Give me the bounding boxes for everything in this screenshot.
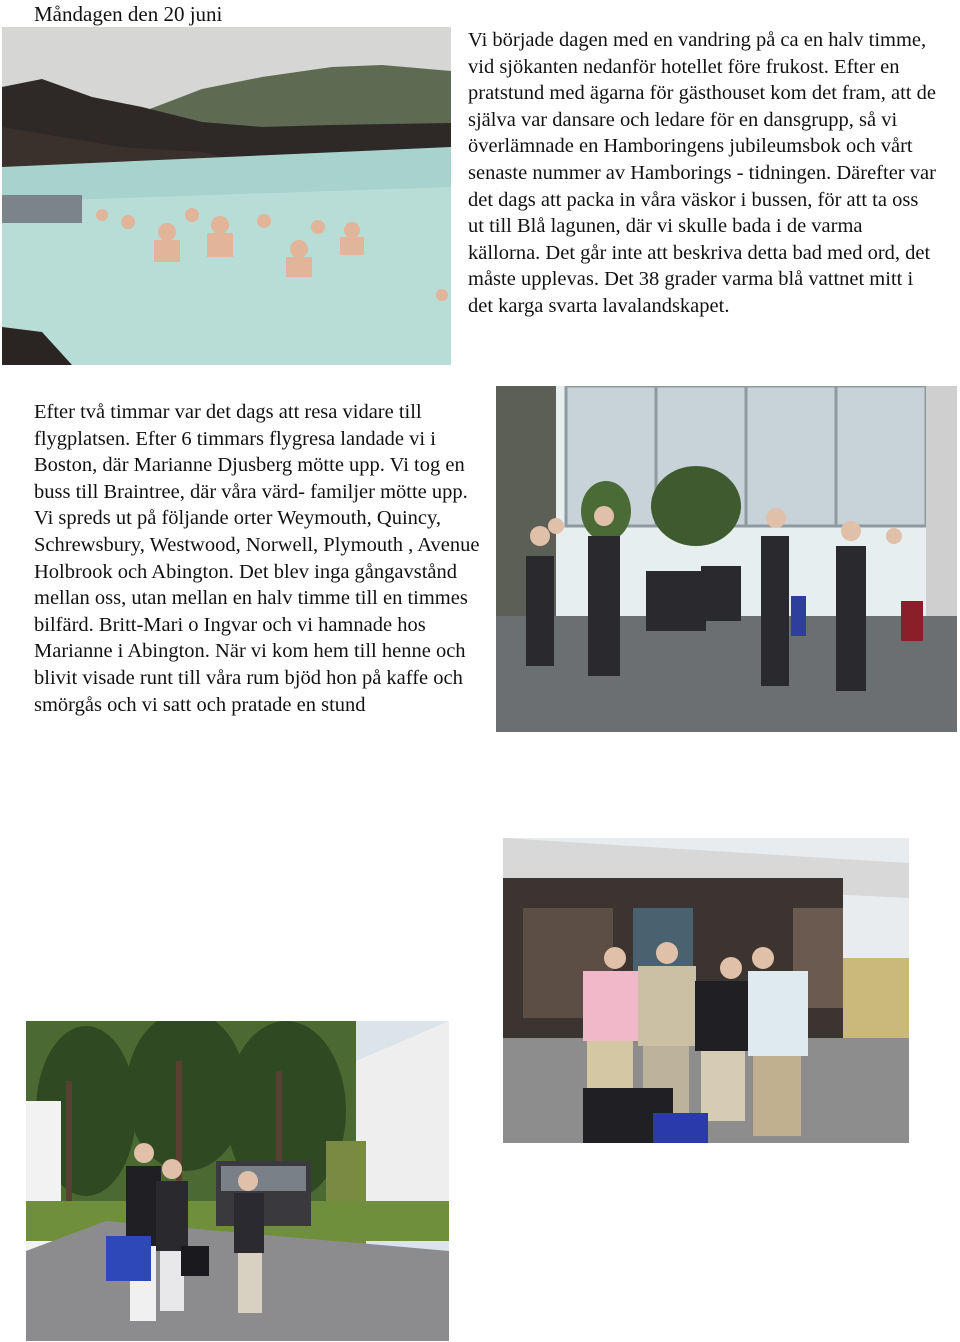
airport-group-photo	[496, 386, 957, 732]
driveway-photo	[26, 1021, 449, 1341]
airport-entrance-photo	[503, 838, 909, 1143]
page-heading: Måndagen den 20 juni	[34, 2, 223, 26]
paragraph-boston-arrival: Efter två timmar var det dags att resa vidare till flygplatsen. Efter 6 timmars flygresa landade vi i Boston, där Marianne Djusberg mötte upp. Vi tog en buss till Braintree, där våra värd- familjer mötte upp. Vi spreds ut på följande orter Weymouth, Quincy, Schrewsbury, Westwood, Norwell, Plymouth , Avenue Holbrook och Abington. Det blev inga gångavstånd mellan oss, utan mellan en halv timme till en timmes bilfärd. Britt-Mari o Ingvar och vi hamnade hos Marianne i Abington. När vi kom hem till henne och blivit visade runt till våra rum bjöd hon på kaffe och smörgås och vi satt och pratade en stund	[34, 401, 480, 716]
blue-lagoon-photo	[2, 27, 451, 365]
paragraph-blue-lagoon: Vi började dagen med en vandring på ca en halv timme, vid sjökanten nedanför hotellet före frukost. Efter en pratstund med ägarna för gästhouset kom det fram, att de själva var dansare och ledare för en dansgrupp, så vi överlämnade en Hamboringens jubileumsbok och vårt senaste nummer av Hamborings - tidningen. Därefter var det dags att packa in våra väskor i bussen, för att ta oss ut till Blå lagunen, där vi skulle bada i de varma källorna. Det går inte att beskriva detta bad med ord, det måste upplevas. Det 38 grader varma blå vattnet mitt i det karga svarta lavalandskapet.	[468, 29, 936, 317]
